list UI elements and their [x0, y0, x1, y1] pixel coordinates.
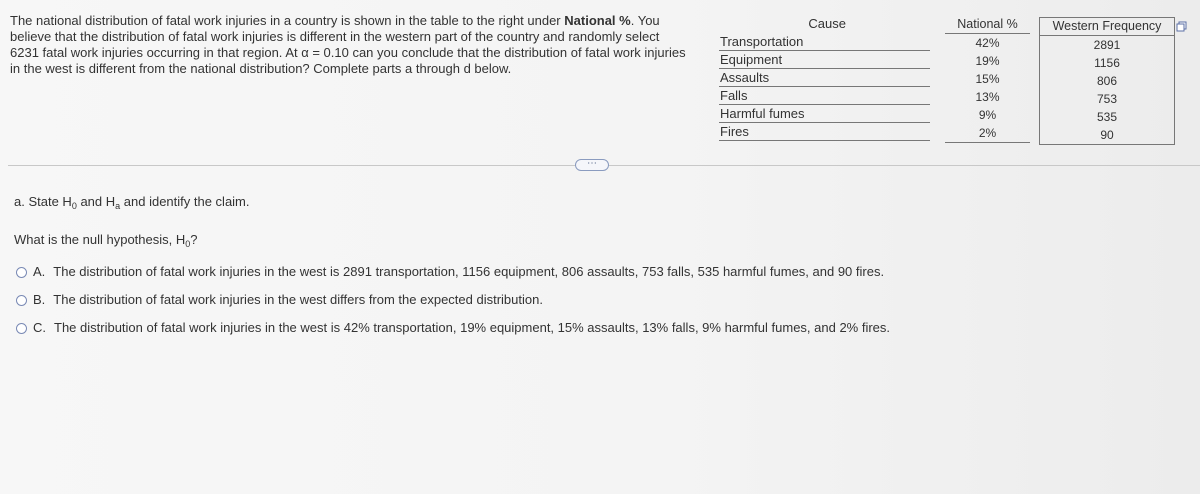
cause-cell: Transportation [719, 33, 930, 51]
problem-line-1: The national distribution of fatal work injuries in a country is shown in the table to the right under National %. You [10, 13, 660, 28]
cause-cell: Assaults [719, 69, 930, 87]
radio-button[interactable] [16, 267, 27, 278]
national-percent-column [945, 15, 1030, 143]
western-frequency-cell: 90 [1100, 128, 1114, 142]
answer-option-b[interactable]: B. The distribution of fatal work injuries in the west differs from the expected distribution. [16, 292, 543, 308]
cause-header: Cause [808, 16, 846, 31]
western-frequency-header: Western Frequency [1040, 18, 1174, 36]
answer-option-c[interactable]: C. The distribution of fatal work injuries in the west is 42% transportation, 19% equipment, 15% assaults, 13% falls, 9% harmful fumes, and 2% fires. [16, 320, 890, 336]
national-percent-cell: 15% [975, 72, 1000, 86]
western-frequency-column [1039, 17, 1175, 145]
western-frequency-cell: 2891 [1093, 38, 1121, 52]
cause-column [719, 15, 930, 141]
cause-cell: Harmful fumes [719, 105, 930, 123]
part-a-instruction: a. State $H_0$ and $H_a$ and identify the claim. [14, 194, 250, 211]
problem-line-3: 6231 fatal work injuries occurring in that region. At α = 0.10 can you conclude that the distribution of fatal work injuries [10, 45, 686, 60]
national-percent-cell: 19% [975, 54, 1000, 68]
national-percent-header: National % [945, 15, 1030, 34]
national-percent-cell: 2% [978, 126, 997, 140]
national-percent-cell: 42% [975, 36, 1000, 50]
answer-option-a[interactable]: A. The distribution of fatal work injuries in the west is 2891 transportation, 1156 equipment, 806 assaults, 753 falls, 535 harmful fumes, and 90 fires. [16, 264, 884, 280]
option-text: The distribution of fatal work injuries in the west is 2891 transportation, 1156 equipment, 806 assaults, 753 falls, 535 harmful fumes, and 90 fires. [53, 264, 885, 279]
western-frequency-cell: 806 [1096, 74, 1118, 88]
national-percent-bold: National % [564, 13, 631, 28]
problem-statement [10, 13, 740, 77]
null-hypothesis-question: What is the null hypothesis, $H_0$? [14, 232, 198, 249]
cause-cell: Falls [719, 87, 930, 105]
problem-line-2: believe that the distribution of fatal work injuries is different in the western part of the country and randomly select [10, 29, 660, 44]
expand-more-button[interactable]: ⋯ [575, 159, 609, 171]
option-text: The distribution of fatal work injuries in the west is 42% transportation, 19% equipment, 15% assaults, 13% falls, 9% harmful fumes, and 2% fires. [54, 320, 891, 335]
western-frequency-cell: 1156 [1094, 56, 1120, 70]
national-percent-cell: 9% [978, 108, 997, 122]
option-text: The distribution of fatal work injuries in the west differs from the expected distribution. [53, 292, 543, 307]
copy-table-icon[interactable] [1176, 19, 1187, 30]
cause-cell: Fires [719, 123, 930, 141]
national-percent-cell: 13% [975, 90, 1000, 104]
cause-cell: Equipment [719, 51, 930, 69]
radio-button[interactable] [16, 323, 27, 334]
western-frequency-cell: 535 [1096, 110, 1118, 124]
western-frequency-cell: 753 [1096, 92, 1118, 106]
problem-line-4: in the west is different from the national distribution? Complete parts a through d below. [10, 61, 512, 76]
radio-button[interactable] [16, 295, 27, 306]
